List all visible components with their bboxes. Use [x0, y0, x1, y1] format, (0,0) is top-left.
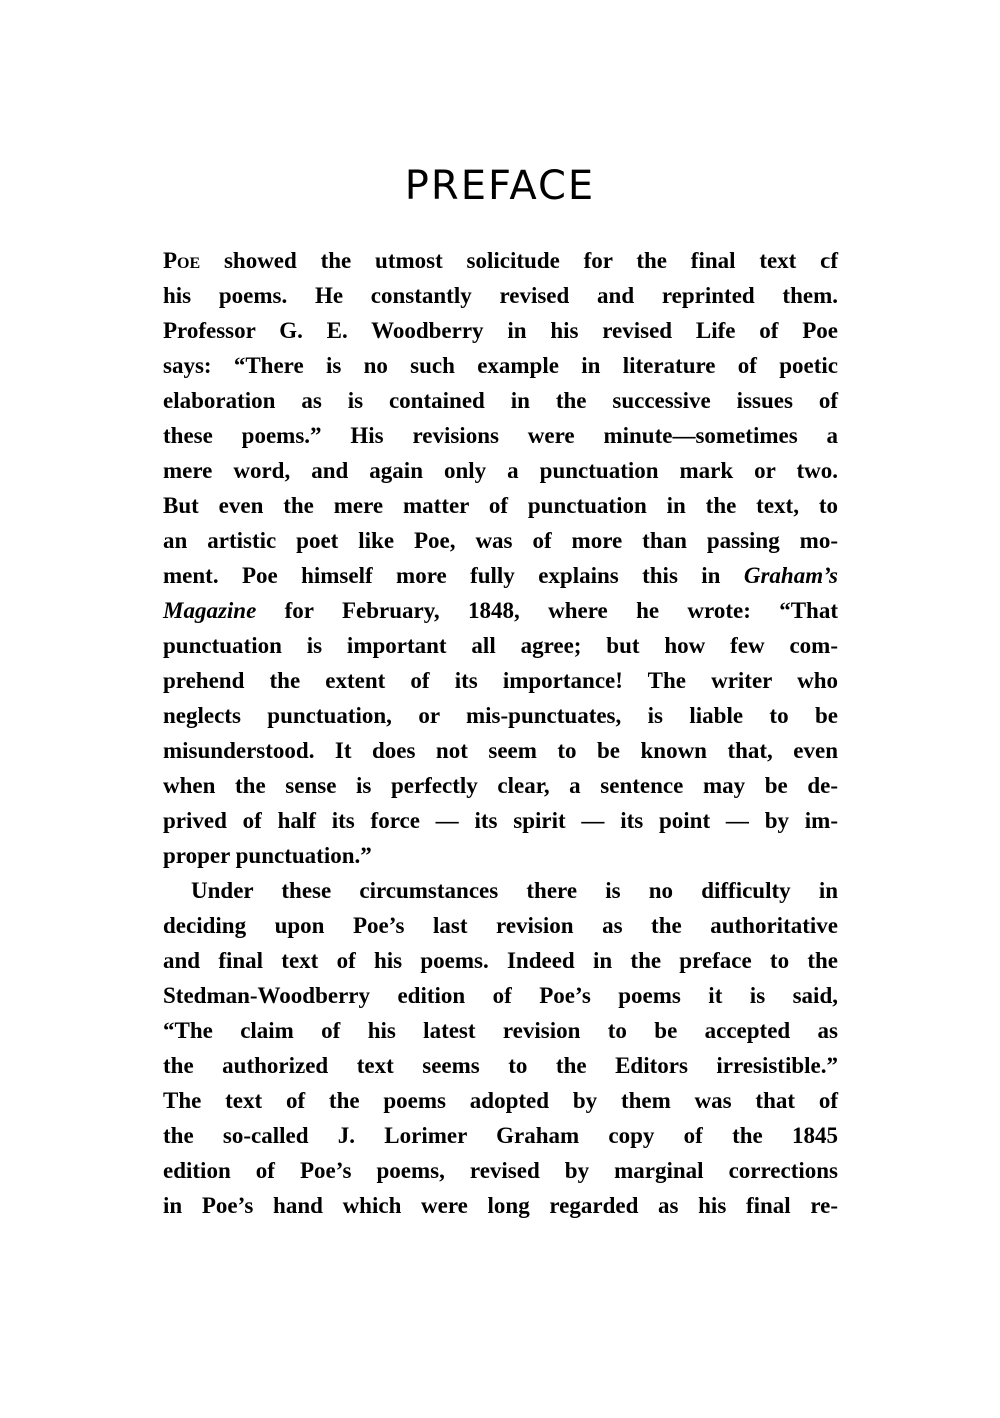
text-line: But even the mere matter of punctuation in the text, to [163, 493, 838, 518]
text-line [163, 243, 838, 278]
text-line: edition of Poe’s poems, revised by marginal corrections [163, 1158, 838, 1183]
text-line: Under these circumstances there is no difficulty in [191, 878, 838, 903]
text-line [163, 558, 838, 593]
text-line: misunderstood. It does not seem to be known that, even [163, 738, 838, 763]
text-line: and final text of his poems. Indeed in the preface to the [163, 948, 838, 973]
text-line: punctuation is important all agree; but how few com- [163, 633, 838, 658]
page-title: PREFACE [404, 163, 596, 209]
text-line [163, 593, 838, 628]
text-line: the authorized text seems to the Editors irresistible.” [163, 1053, 838, 1078]
line-text: for February, 1848, where he wrote: “That [256, 598, 838, 623]
text-line: The text of the poems adopted by them was that of [163, 1088, 838, 1113]
text-line: when the sense is perfectly clear, a sentence may be de- [163, 773, 838, 798]
line-text: showed the utmost solicitude for the final text ϲf [200, 248, 838, 273]
text-line: deciding upon Poe’s last revision as the authoritative [163, 913, 838, 938]
text-line: proper punctuation.” [163, 843, 372, 868]
text-line: “The claim of his latest revision to be accepted as [163, 1018, 838, 1043]
text-line: elaboration as is contained in the successive issues of [163, 388, 838, 413]
body-text [163, 243, 838, 1223]
text-line: mere word, and again only a punctuation mark or two. [163, 458, 838, 483]
text-line: an artistic poet like Poe, was of more than passing mo- [163, 528, 838, 553]
text-line: Stedman-Woodberry edition of Poe’s poems it is said, [163, 983, 838, 1008]
paragraph-2 [163, 873, 838, 1223]
italic-title: Magazine [163, 598, 257, 623]
text-line: neglects punctuation, or mis-punctuates, is liable to be [163, 703, 838, 728]
text-line: says: “There is no such example in literature of poetic [163, 353, 838, 378]
text-line: in Poe’s hand which were long regarded as his final re- [163, 1193, 838, 1218]
text-line: prehend the extent of its importance! The writer who [163, 668, 838, 693]
text-line: the so-called J. Lorimer Graham copy of the 1845 [163, 1123, 838, 1148]
text-line: his poems. He constantly revised and reprinted them. [163, 283, 838, 308]
text-line: prived of half its force — its spirit — its point — by im- [163, 808, 838, 833]
text-line: these poems.” His revisions were minute—sometimes a [163, 423, 838, 448]
lead-word: Poe [163, 248, 201, 273]
paragraph-1 [163, 243, 838, 873]
italic-title: Graham’s [743, 563, 838, 588]
text-line: Professor G. E. Woodberry in his revised Life of Poe [163, 318, 838, 343]
line-text: ment. Poe himself more fully explains this in [163, 563, 744, 588]
